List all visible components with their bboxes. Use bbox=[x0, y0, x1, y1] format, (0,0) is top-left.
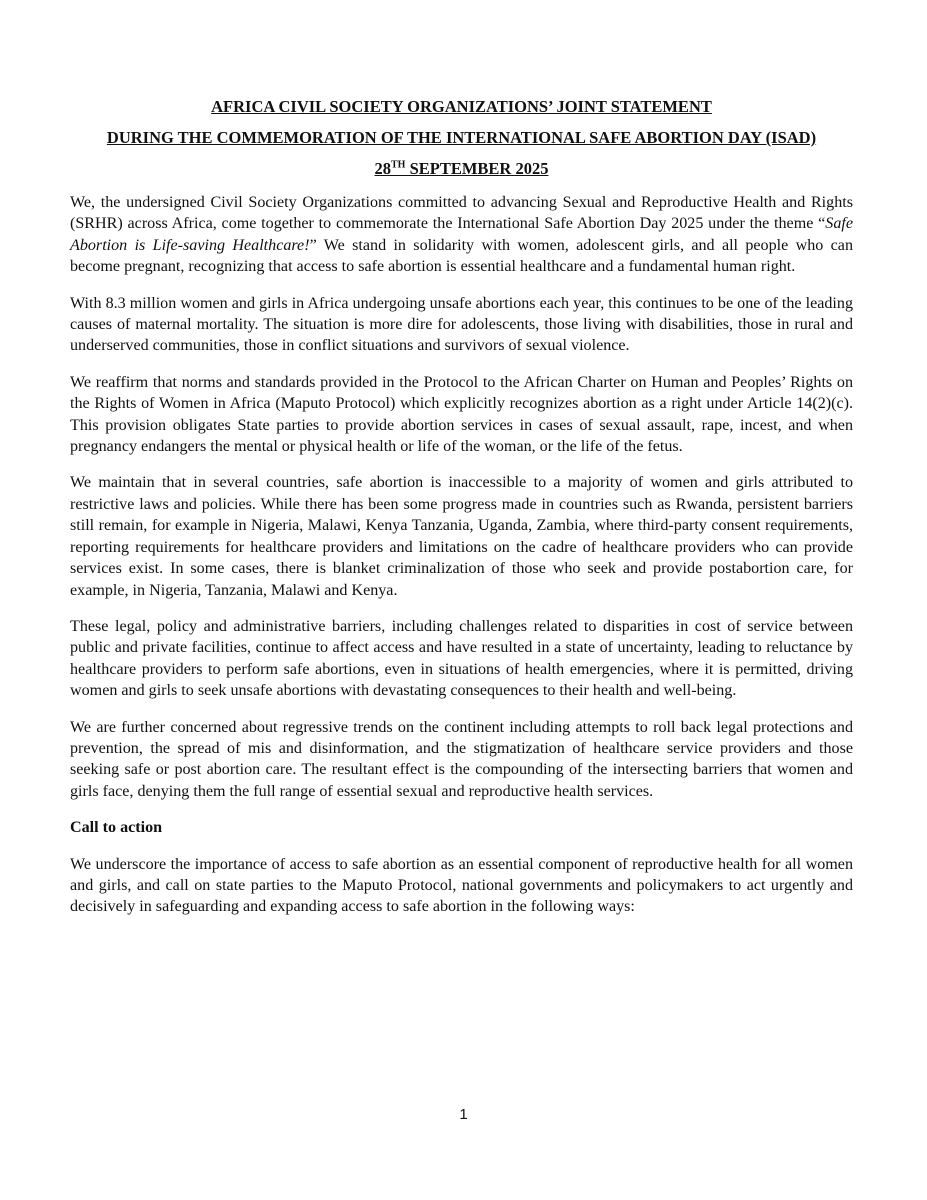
intro-paragraph bbox=[70, 192, 853, 278]
date-month-year: SEPTEMBER 2025 bbox=[405, 159, 549, 178]
document-page bbox=[70, 96, 853, 933]
statement-date bbox=[70, 158, 853, 179]
intro-text-end: ” We stand in solidarity with women, adolescent girls, and all people who can become pregnant, recognizing that access to safe abortion is essential healthcare and a fundamental human right. bbox=[70, 236, 853, 276]
statement-title: AFRICA CIVIL SOCIETY ORGANIZATIONS’ JOINT STATEMENT bbox=[211, 97, 712, 116]
paragraph-legal-barriers: These legal, policy and administrative barriers, including challenges related to disparities in cost of service between public and private facilities, continue to affect access and have resulted in a state of uncertainty, leading to reluctance by healthcare providers to perform safe abortions, even in situations of health emergencies, where it is permitted, driving women and girls to seek unsafe abortions with devastating consequences to their health and well-being. bbox=[70, 617, 853, 700]
theme-text: Safe Abortion is Life-saving Healthcare! bbox=[70, 215, 853, 254]
page-number: 1 bbox=[459, 1106, 468, 1123]
paragraph-regressive-trends: We are further concerned about regressive trends on the continent including attempts to roll back legal protections and prevention, the spread of mis and disinformation, and the stigmatization of healthcare service providers and those seeking safe or post abortion care. The resultant effect is the compounding of the intersecting barriers that women and girls face, denying them the full range of essential sexual and reproductive health services. bbox=[70, 718, 853, 800]
call-to-action-paragraph: We underscore the importance of access to safe abortion as an essential component of reproductive health for all women and girls, and call on state parties to the Maputo Protocol, national governments and policymakers to act urgently and decisively in safeguarding and expanding access to safe abortion in the following ways: bbox=[70, 855, 853, 916]
call-to-action-heading: Call to action bbox=[70, 819, 163, 837]
date-ordinal-suffix: TH bbox=[391, 159, 406, 171]
paragraph-restrictive-laws: We maintain that in several countries, safe abortion is inaccessible to a majority of women and girls attributed to restrictive laws and policies. While there has been some progress made in countries such as Rwanda, persistent barriers still remain, for example in Nigeria, Malawi, Kenya Tanzania, Uganda, Zambia, where third-party consent requirements, reporting requirements for healthcare providers and limitations on the cadre of healthcare providers who can provide services exist. In some cases, there is blanket criminalization of those who seek and provide postabortion care, for example, in Nigeria, Tanzania, Malawi and Kenya. bbox=[70, 474, 853, 599]
statement-subtitle: DURING THE COMMEMORATION OF THE INTERNATIONAL SAFE ABORTION DAY (ISAD) bbox=[106, 128, 817, 147]
paragraph-unsafe-abortion-stats: With 8.3 million women and girls in Africa undergoing unsafe abortions each year, this continues to be one of the leading causes of maternal mortality. The situation is more dire for adolescents, those living with disabilities, those in rural and underserved communities, those in conflict situations and survivors of sexual violence. bbox=[70, 294, 853, 355]
date-day: 28 bbox=[374, 159, 391, 178]
intro-text-start: We, the undersigned Civil Society Organizations committed to advancing Sexual and Reproductive Health and Rights (SRHR) across Africa, come together to commemorate the International Safe Abortion Day 2025 under the theme “ bbox=[70, 194, 853, 233]
paragraph-maputo-protocol: We reaffirm that norms and standards provided in the Protocol to the African Charter on Human and Peoples’ Rights on the Rights of Women in Africa (Maputo Protocol) which explicitly recognizes abortion as a right under Article 14(2)(c). This provision obligates State parties to provide abortion services in cases of sexual assault, rape, incest, and when pregnancy endangers the mental or physical health or life of the woman, or the life of the fetus. bbox=[70, 373, 853, 456]
